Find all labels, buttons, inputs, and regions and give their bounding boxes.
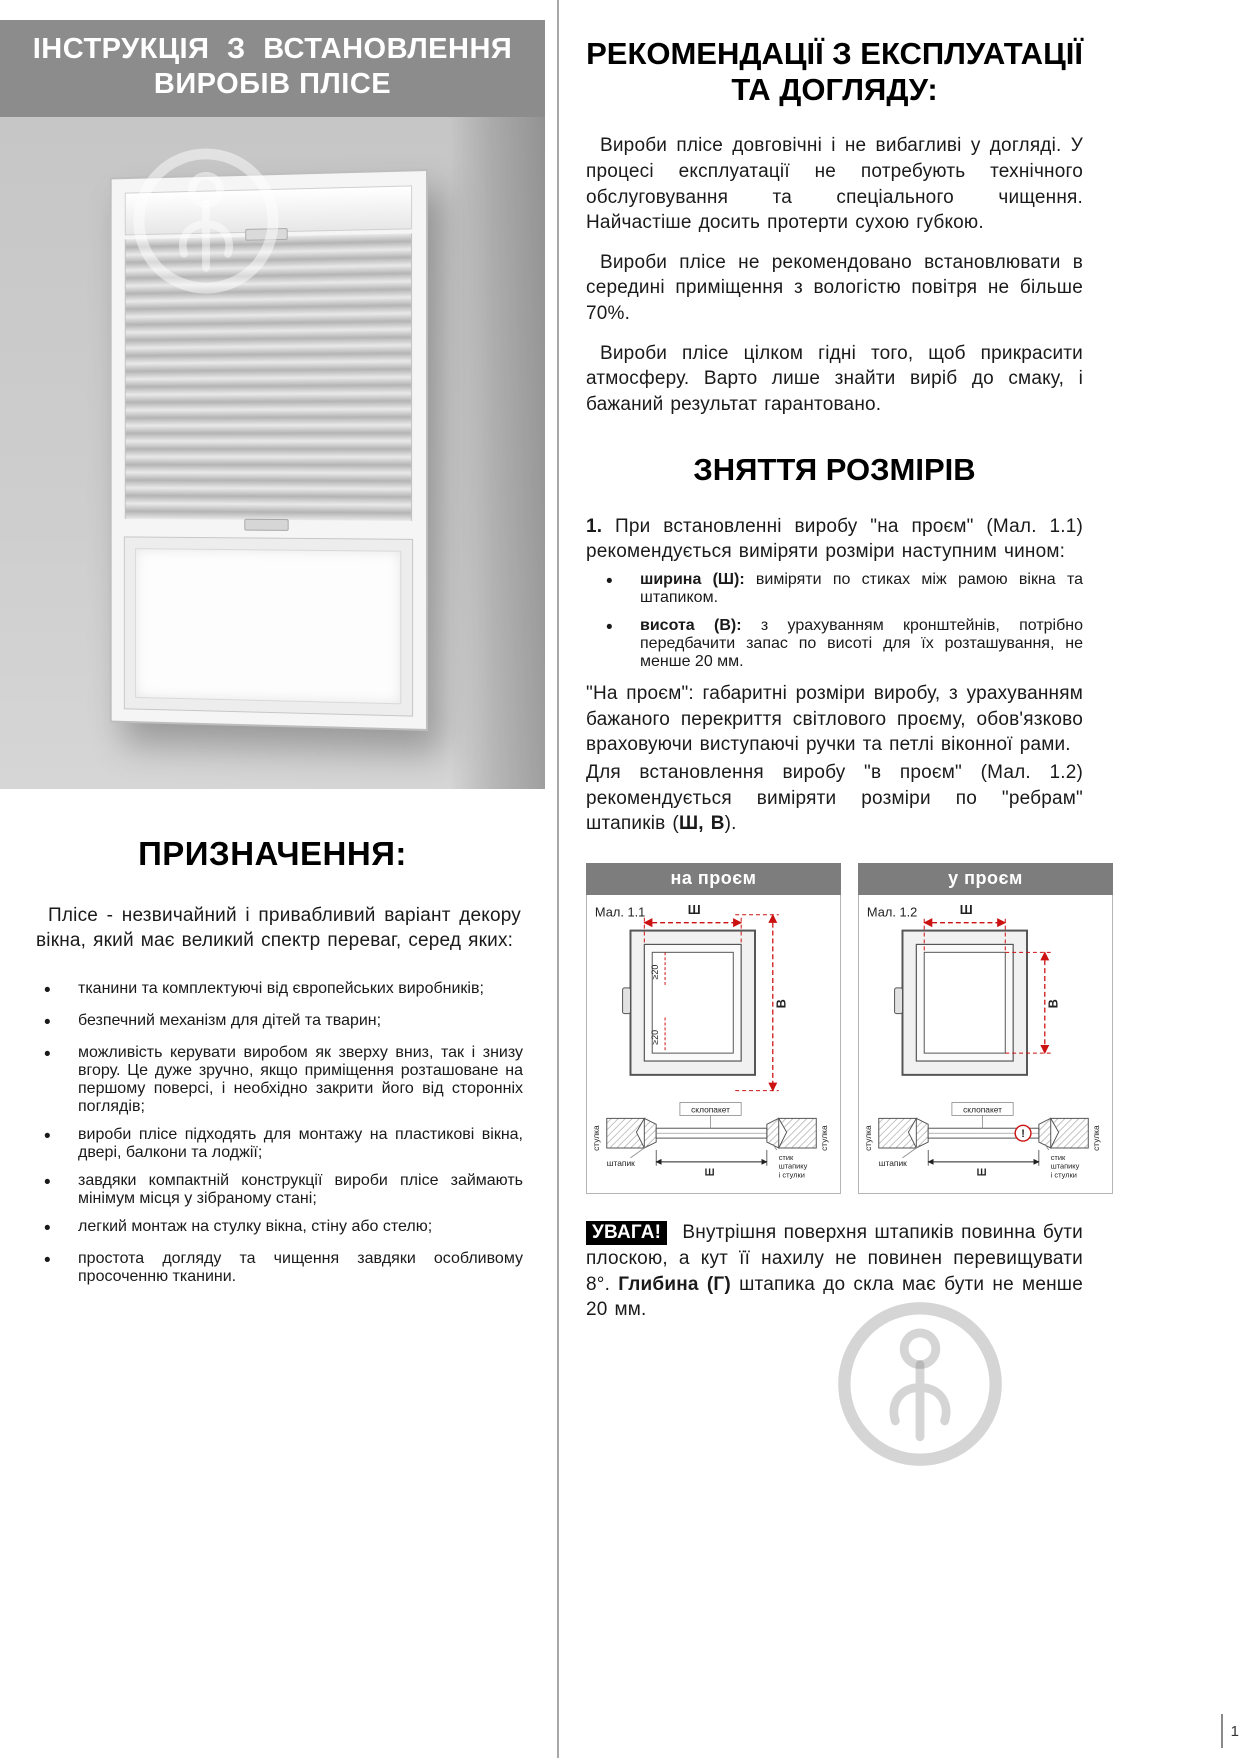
list-item <box>36 1250 523 1286</box>
figure-header: у проєм <box>858 863 1113 895</box>
joint-label-1: стик <box>778 1152 794 1162</box>
section-width-label: Ш <box>704 1167 715 1179</box>
care-heading-line2: ТА ДОГЛЯДУ: <box>731 71 938 107</box>
bullet-icon: • <box>44 1218 51 1240</box>
glass-unit-label: склопакет <box>963 1104 1002 1115</box>
figure-1-2-drawing <box>859 895 1112 1193</box>
joint-label-2: штапику <box>1050 1161 1080 1171</box>
purpose-heading: ПРИЗНАЧЕННЯ: <box>138 834 407 872</box>
sash-left-label: стулка <box>590 1125 601 1151</box>
list-item-text <box>640 571 1083 607</box>
blind-headrail <box>125 185 412 235</box>
list-item-text <box>640 617 1083 671</box>
bead-label: штапик <box>606 1157 635 1168</box>
figure-label: Мал. 1.1 <box>594 904 646 920</box>
cross-section <box>863 1102 1101 1179</box>
bullet-icon: • <box>44 1012 51 1034</box>
list-item-text: безпечний механізм для дітей та тварин; <box>78 1012 382 1030</box>
cross-section <box>591 1102 829 1179</box>
purpose-intro: Плісе - незвичайний і привабливий варіант декору вікна, який має великий спектр переваг, серед яких: <box>36 904 521 952</box>
bullet-icon: • <box>44 1126 51 1148</box>
title-banner <box>0 20 545 117</box>
joint-label-3: і стулки <box>778 1170 805 1180</box>
warning-label: УВАГА! <box>586 1221 667 1245</box>
warning-paragraph <box>586 1220 1083 1323</box>
sash-right-label: стулка <box>819 1125 830 1151</box>
care-paragraph-3: Вироби плісе цілком гідні того, щоб прикрасити атмосферу. Варто лише знайти виріб до смаку, і бажаний результат гарантовано. <box>586 342 1083 416</box>
joint-label-2: штапику <box>778 1161 808 1171</box>
figure-u-proem <box>858 863 1113 1194</box>
width-term: ширина (Ш): <box>640 570 745 588</box>
measure-list <box>600 571 1083 671</box>
list-item-text: легкий монтаж на стулку вікна, стіну або стелю; <box>78 1218 433 1236</box>
sash-right-label: стулка <box>1091 1125 1102 1151</box>
list-item-text: простота догляду та чищення завдяки особливому просоченню тканини. <box>78 1250 523 1286</box>
note-text: Для встановлення виробу "в проєм" (Мал. 1.2) рекомендується виміряти розміри по "ребрам" штапиків ( <box>586 761 1083 835</box>
list-item <box>36 1012 523 1034</box>
height-dim-label: В <box>1045 998 1061 1009</box>
right-column <box>586 0 1102 1323</box>
list-item <box>36 1126 523 1162</box>
window-diagram <box>623 930 755 1074</box>
figure-na-proem <box>586 863 841 1194</box>
list-item <box>36 980 523 1002</box>
warning-bold-term: Глибина (Г) <box>618 1273 731 1295</box>
blind-handle <box>245 228 287 241</box>
figures <box>586 863 1113 1194</box>
list-item <box>36 1172 523 1208</box>
document-title-line1: ІНСТРУКЦІЯ З ВСТАНОВЛЕННЯ <box>32 33 513 65</box>
bullet-icon: • <box>606 570 613 592</box>
joint-label-1: стик <box>1050 1152 1066 1162</box>
list-item-text: можливість керувати виробом як зверху вниз, так і знизу вгору. Це дуже зручно, якщо приміщення розташоване на першому поверсі, і необхідно закрити його від сторонніх поглядів; <box>78 1044 523 1116</box>
measure-intro-number: 1. <box>586 515 603 537</box>
width-dim-label: Ш <box>959 901 973 917</box>
note-text-end: ). <box>724 813 737 835</box>
care-paragraph-2: Вироби плісе не рекомендовано встановлювати в середині приміщення з вологістю повітря не більше 70%. <box>586 251 1083 325</box>
list-item-text: вироби плісе підходять для монтажу на пластикові вікна, двері, балкони та лоджії; <box>78 1126 523 1162</box>
bullet-icon: • <box>606 616 613 638</box>
note-bold: Ш, В <box>678 813 725 835</box>
figure-body <box>586 895 841 1194</box>
measure-note-v-proem <box>586 760 1083 837</box>
measure-intro-text: При встановленні виробу "на проєм" (Мал. 1.1) рекомендується виміряти розміри наступним чином: <box>586 515 1083 563</box>
list-item-text: тканини та комплектуючі від європейських виробників; <box>78 980 484 998</box>
column-divider <box>557 0 559 1758</box>
figure-header: на проєм <box>586 863 841 895</box>
section-width-label: Ш <box>976 1167 987 1179</box>
sash-left-label: стулка <box>862 1125 873 1151</box>
alert-mark: ! <box>1021 1127 1025 1140</box>
measure-heading: ЗНЯТТЯ РОЗМІРІВ <box>693 451 976 487</box>
care-heading-line1: РЕКОМЕНДАЦІЇ З ЕКСПЛУАТАЦІЇ <box>586 36 1083 71</box>
allowance-top-label: ≥20 <box>650 964 661 980</box>
bullet-icon: • <box>44 1250 51 1272</box>
page-number: 1 <box>1230 1722 1239 1740</box>
warning-text-2: штапика до скла має бути не менше 20 мм. <box>586 1273 1083 1321</box>
height-definition: з урахуванням кронштейнів, потрібно передбачити запас по висоті для їх розташування, не менше 20 мм. <box>640 616 1084 670</box>
bead-label: штапик <box>878 1157 907 1168</box>
bullet-icon: • <box>44 980 51 1002</box>
width-definition: виміряти по стиках між рамою вікна та штапиком. <box>640 570 1083 606</box>
figure-1-1-drawing <box>587 895 840 1193</box>
list-item <box>600 571 1083 607</box>
pleated-shade <box>125 233 412 521</box>
blind-bottom-handle <box>244 519 288 531</box>
figure-label: Мал. 1.2 <box>866 904 918 920</box>
warning-text-1: Внутрішня поверхня штапиків повинна бути плоскою, а кут її нахилу не повинен перевищувати 8°. <box>586 1222 1083 1295</box>
glass-unit-label: склопакет <box>691 1104 730 1115</box>
height-term: висота (В): <box>640 616 742 634</box>
bullet-icon: • <box>44 1172 51 1194</box>
product-photo <box>0 117 545 789</box>
window-glass <box>125 537 412 715</box>
left-column <box>0 0 545 1296</box>
height-dim-label: В <box>773 998 789 1009</box>
measure-note-na-proem: "На проєм": габаритні розміри виробу, з урахуванням бажаного перекриття світлового проєму, обов'язково враховуючи виступаючі ручки та петлі віконної рами. <box>586 682 1083 756</box>
page-footer <box>1221 1714 1239 1748</box>
allowance-bottom-label: ≥20 <box>650 1029 661 1045</box>
width-dim-label: Ш <box>687 901 701 917</box>
wall-shadow <box>450 117 545 789</box>
list-item-text: завдяки компактній конструкції вироби плісе займають мінімум місця у зібраному стані; <box>78 1172 523 1208</box>
window-glass-inner <box>135 548 401 704</box>
care-heading <box>586 36 1083 107</box>
document-title-line2: ВИРОБІВ ПЛІСЕ <box>153 68 392 101</box>
footer-divider <box>1221 1714 1223 1748</box>
bullet-icon: • <box>44 1044 51 1066</box>
measure-intro <box>586 514 1083 565</box>
list-item <box>36 1218 523 1240</box>
list-item <box>600 617 1083 671</box>
window-render <box>110 169 428 731</box>
list-item <box>36 1044 523 1116</box>
joint-label-3: і стулки <box>1050 1170 1077 1180</box>
purpose-list <box>36 980 523 1286</box>
care-paragraph-1: Вироби плісе довговічні і не вибагливі у догляді. У процесі експлуатації не потребують технічного обслуговування та спеціального чищення. Найчастіше досить протерти сухою губкою. <box>586 135 1083 234</box>
figure-body <box>858 895 1113 1194</box>
